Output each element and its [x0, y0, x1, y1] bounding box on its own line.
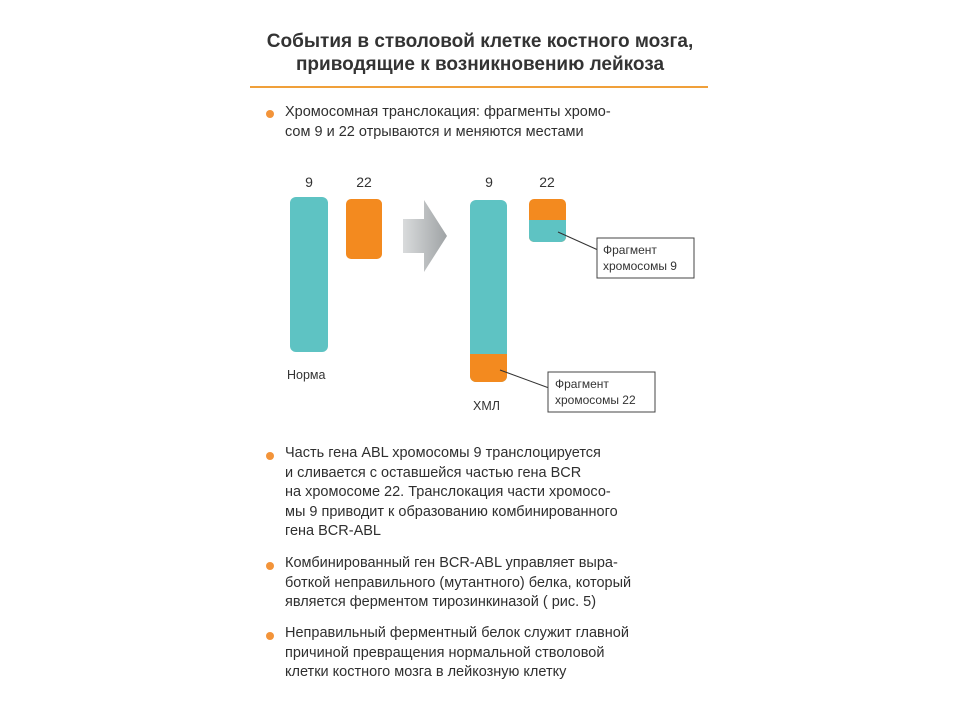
- normal-chromosome-9: [290, 197, 328, 352]
- callout-top-line-1: Фрагмент: [603, 243, 657, 257]
- normal-chromosome-22: [346, 199, 382, 259]
- cml-label-9: 9: [485, 174, 493, 190]
- callout-bottom-line-2: хромосомы 22: [555, 393, 636, 407]
- callout-bottom-line-1: Фрагмент: [555, 377, 609, 391]
- bullet-3-line: боткой неправильного (мутантного) белка, который: [285, 574, 632, 591]
- bullet-2-line: Часть гена ABL хромосомы 9 транслоцируется: [285, 445, 601, 461]
- cml-label-22: 22: [539, 174, 555, 190]
- bullet-4-line: Неправильный ферментный белок служит главной: [285, 625, 629, 641]
- bullet-dot-2: [266, 452, 274, 460]
- bullet-3-line: Комбинированный ген BCR-ABL управляет выра-: [285, 555, 618, 571]
- normal-caption: Норма: [287, 368, 326, 382]
- bullet-2-line: мы 9 приводит к образованию комбинированного: [285, 503, 618, 520]
- bullet-4-line: причиной превращения нормальной стволовой: [285, 644, 605, 661]
- fragment-9-joint: [529, 220, 566, 228]
- bullet-2-line: на хромосоме 22. Транслокация части хромосо-: [285, 484, 611, 500]
- bullet-1-line: сом 9 и 22 отрываются и меняются местами: [285, 123, 584, 140]
- bullet-text-3: [285, 554, 696, 613]
- title-line-1: События в стволовой клетке костного мозга,: [266, 31, 694, 52]
- bullet-3-line: является ферментом тирозинкиназой ( рис. 5): [285, 594, 597, 610]
- bullet-4-line: клетки костного мозга в лейкозную клетку: [285, 664, 567, 680]
- callout-top-line-2: хромосомы 9: [603, 259, 677, 273]
- transition-arrow-icon: [403, 200, 447, 272]
- title-line-2: приводящие к возникновению лейкоза: [295, 54, 665, 75]
- bullet-1-line: Хромосомная транслокация: фрагменты хромо-: [285, 104, 611, 120]
- fragment-22-joint: [470, 354, 507, 364]
- bullet-dot-3: [266, 562, 274, 570]
- callout-bottom-pointer: [500, 370, 549, 388]
- bullet-2-line: и сливается с оставшейся частью гена BCR: [285, 464, 582, 481]
- cml-caption: ХМЛ: [473, 399, 500, 413]
- bullet-text-4: [285, 624, 696, 683]
- normal-label-22: 22: [356, 174, 372, 190]
- bullet-2-line: гена BCR-ABL: [285, 523, 381, 539]
- bullet-dot-4: [266, 632, 274, 640]
- bullet-text-2: [285, 444, 696, 542]
- normal-label-9: 9: [305, 174, 313, 190]
